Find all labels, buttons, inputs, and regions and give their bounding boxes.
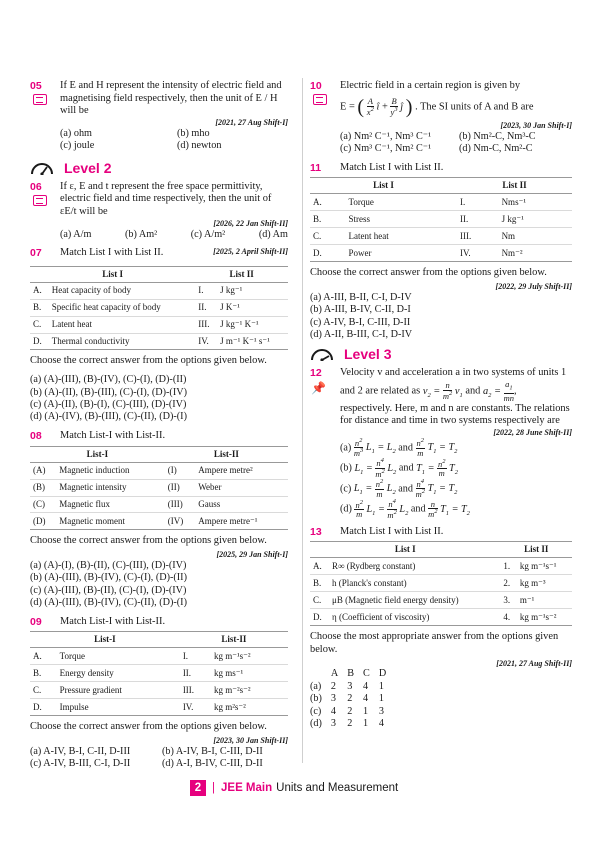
- cell: Latent heat: [49, 316, 195, 333]
- cell: Power: [346, 245, 457, 262]
- cell: B.: [310, 575, 329, 592]
- option[interactable]: (d) $\frac{n^2}{m}$ $L_1$ = $\frac{n^4}{m^2}$ $L_2$ and $\frac{n}{m^2}$ $T_1 = T_2$: [340, 498, 470, 520]
- question-11: [310, 162, 572, 175]
- cell: A: [330, 668, 339, 680]
- equation: E = ( $\frac{A}{x^2}$ î + $\frac{B}{y^3}$ ĵ ) . The SI units of A and B are: [340, 95, 534, 118]
- cell: III.: [457, 228, 499, 245]
- table-row: [30, 648, 288, 665]
- cell: 1: [378, 680, 384, 692]
- instruction-text: Choose the correct answer from the options given below.: [30, 721, 267, 733]
- option[interactable]: (c) (A)-(II), (B)-(I), (C)-(III), (D)-(IV): [30, 399, 187, 411]
- cell: 3: [378, 705, 384, 717]
- answer-row[interactable]: [310, 706, 395, 718]
- option[interactable]: (b) Am²: [124, 228, 158, 240]
- option[interactable]: (b) Nm²-C, Nm³-C: [459, 130, 536, 142]
- table-row: [310, 609, 572, 626]
- option[interactable]: (b) (A)-(II), (B)-(III), (C)-(I), (D)-(IV): [30, 386, 187, 398]
- question-text: Match List I with List II.: [60, 246, 164, 258]
- left-column: [30, 80, 288, 770]
- cell: (a): [310, 680, 322, 692]
- cell: Heat capacity of body: [49, 282, 195, 299]
- gauge-icon: [310, 347, 334, 361]
- match-table: [30, 631, 288, 716]
- match-table: [310, 177, 572, 262]
- question-text: Match List-I with List-II.: [60, 615, 166, 627]
- question-number: 09: [30, 615, 42, 628]
- cell: Specific heat capacity of body: [49, 299, 195, 316]
- right-column: [310, 80, 572, 731]
- option[interactable]: (b) A-III, B-IV, C-II, D-I: [310, 304, 411, 316]
- cell: C.: [30, 682, 57, 699]
- pin-icon: 📌: [311, 381, 326, 396]
- cell: Impulse: [57, 699, 180, 716]
- question-text: Match List I with List II.: [340, 161, 444, 173]
- option[interactable]: (d) Am: [258, 228, 288, 240]
- option-label: (c): [340, 483, 352, 495]
- table-row: [30, 665, 288, 682]
- question-12: 12 📌 Velocity v and acceleration a in two systems of units 1 and 2 are related as $v_2$ = $\frac{n}{m^2}$ $v_1$ and $a_2$ = $\frac{a_1}{mn}$ , respectively. Here, m and n are constants. The relations for distance and time in two systems respectively are [2022, 28 June Shift-II] (a) $\frac{n^2}{m^3}$ $L_1 = L_2$ and $\frac{n^2}{m}$ $T_1 = T_2$ (b) $L_1$ = $\frac{n^4}{m^2}$ $L_2$ and $T_1$ = $\frac{n^2}{m}$ $T_2$ (c) $L_1$ = $\frac{n^2}{m}$ $L_2$ and $\frac{n^4}{m^2}$ $T_1 = T_2$ (d) $\frac{n^2}{m}$ $L_1$ = $\frac{n^4}{m^2}$ $L_2$ and $\frac{n}{m^2}$ $T_1 = T_2$: [310, 367, 572, 520]
- cell: kg ms⁻¹: [211, 665, 288, 682]
- cell: Nm⁻²: [499, 245, 572, 262]
- exam-shift: [2022, 28 June Shift-II]: [493, 427, 572, 437]
- cell: (II): [165, 479, 196, 496]
- option[interactable]: (c) A/m²: [190, 228, 226, 240]
- exam-shift: [2023, 30 Jan Shift-II]: [213, 735, 288, 745]
- answer-row[interactable]: [310, 718, 395, 730]
- cell: 2: [347, 718, 353, 730]
- cell: III.: [180, 682, 211, 699]
- cell: B: [347, 668, 355, 680]
- question-05: [30, 80, 288, 153]
- exam-shift: [2021, 27 Aug Shift-II]: [496, 658, 572, 668]
- table-row: [310, 194, 572, 211]
- match-table: [30, 266, 288, 351]
- option[interactable]: (a) Nm² C⁻¹, Nm³ C⁻¹: [340, 130, 432, 142]
- equation-lhs: E =: [340, 101, 355, 113]
- question-text: Velocity v and acceleration a in two systems of units 1 and 2 are related as: [340, 367, 567, 397]
- answer-grid-header: [310, 668, 395, 680]
- table-row: [310, 228, 572, 245]
- option[interactable]: (d) newton: [177, 140, 222, 152]
- cell: kg m⁻¹s⁻²: [517, 609, 572, 626]
- cell: IV.: [457, 245, 499, 262]
- option[interactable]: (b) (A)-(III), (B)-(IV), (C)-(I), (D)-(II): [30, 572, 187, 584]
- cell: II.: [180, 665, 211, 682]
- table-row: [30, 699, 288, 716]
- question-text: Match List I with List II.: [340, 525, 444, 537]
- table-row: [30, 479, 288, 496]
- answer-options: [310, 292, 572, 342]
- cell: 3: [330, 693, 336, 705]
- cell: Torque: [346, 194, 457, 211]
- cell: II.: [457, 211, 499, 228]
- instruction-text: Choose the most appropriate answer from the options given below.: [310, 631, 559, 655]
- question-number: 10: [310, 80, 322, 92]
- cell: II.: [195, 299, 217, 316]
- options: [60, 229, 288, 241]
- question-10: [310, 80, 572, 156]
- option[interactable]: (a) ohm: [60, 127, 92, 139]
- cell: Weber: [195, 479, 288, 496]
- cell: J kg⁻¹ K⁻¹: [217, 316, 288, 333]
- column-header: List-II: [165, 446, 288, 462]
- cell: J kg⁻¹: [499, 211, 572, 228]
- option[interactable]: (a) A-III, B-II, C-I, D-IV: [310, 291, 412, 303]
- question-13: [310, 526, 572, 539]
- question-06: [30, 181, 288, 241]
- cell: A.: [30, 648, 57, 665]
- option[interactable]: (d) A-II, B-III, C-I, D-IV: [310, 328, 413, 340]
- table-row: [30, 282, 288, 299]
- page-footer: [190, 780, 398, 796]
- options: [30, 746, 288, 771]
- question-text: Electric field in a certain region is given by: [340, 80, 521, 91]
- answer-options: [30, 374, 288, 424]
- option[interactable]: (a) $\frac{n^2}{m^3}$ $L_1 = L_2$ and $\frac{n^2}{m}$ $T_1 = T_2$: [340, 436, 458, 459]
- cell: 4.: [500, 609, 516, 626]
- cell: I.: [195, 282, 217, 299]
- cell: Stress: [346, 211, 457, 228]
- cell: Thermal conductivity: [49, 333, 195, 350]
- cell: 3.: [500, 592, 516, 609]
- option[interactable]: (c) $L_1$ = $\frac{n^2}{m}$ $L_2$ and $\frac{n^4}{m^2}$ $T_1 = T_2$: [340, 477, 458, 500]
- option[interactable]: (c) A-IV, B-I, C-III, D-II: [310, 316, 411, 328]
- table-row: [30, 462, 288, 479]
- cell: C.: [310, 228, 346, 245]
- cell: μB (Magnetic field energy density): [329, 592, 500, 609]
- cell: 2: [347, 693, 353, 705]
- cell: Magnetic moment: [56, 513, 164, 530]
- column-header: List-I: [30, 632, 180, 648]
- options: [60, 128, 288, 153]
- table-row: [310, 245, 572, 262]
- option[interactable]: (c) joule: [60, 140, 95, 152]
- cell: Magnetic flux: [56, 496, 164, 513]
- cell: D.: [310, 609, 329, 626]
- cell: (d): [310, 718, 322, 730]
- cell: III.: [195, 316, 217, 333]
- table-row: [30, 496, 288, 513]
- cell: kg m⁻²s⁻²: [211, 682, 288, 699]
- cell: η (Coefficient of viscosity): [329, 609, 500, 626]
- table-row: [30, 682, 288, 699]
- option[interactable]: (a) A-IV, B-I, C-II, D-III: [30, 745, 131, 757]
- column-header: List I: [310, 178, 457, 194]
- cell: 1: [378, 693, 384, 705]
- cell: 3: [347, 680, 353, 692]
- option[interactable]: (a) (A)-(I), (B)-(II), (C)-(III), (D)-(IV): [30, 559, 187, 571]
- exam-shift: [2025, 2 April Shift-II]: [213, 246, 288, 256]
- option[interactable]: (c) Nm³ C⁻¹, Nm² C⁻¹: [340, 143, 432, 155]
- cell: Nm: [499, 228, 572, 245]
- cell: kg m⁻³: [517, 575, 572, 592]
- level-title: Level 3: [344, 346, 392, 363]
- question-number: 06: [30, 180, 42, 193]
- table-row: [30, 333, 288, 350]
- option-label: (d): [340, 503, 352, 515]
- cell: Gauss: [195, 496, 288, 513]
- cell: A.: [310, 558, 329, 575]
- question-text: If ε, E and t represent the free space permittivity, electric field and time respectively, then the unit of εE/t will be: [60, 180, 272, 218]
- options: [340, 131, 572, 156]
- book-icon: [313, 94, 327, 105]
- answer-options: [30, 560, 288, 610]
- cell: Ampere metre⁻¹: [195, 513, 288, 530]
- exam-shift: [2022, 29 July Shift-II]: [495, 281, 572, 291]
- cell: 4: [330, 705, 336, 717]
- column-header: List I: [310, 542, 500, 558]
- cell: h (Planck's constant): [329, 575, 500, 592]
- cell: R∞ (Rydberg constant): [329, 558, 500, 575]
- option[interactable]: (d) (A)-(IV), (B)-(III), (C)-(II), (D)-(I): [30, 411, 187, 423]
- option[interactable]: (b) $L_1$ = $\frac{n^4}{m^2}$ $L_2$ and $T_1$ = $\frac{n^2}{m}$ $T_2$: [340, 457, 458, 479]
- cell: Magnetic intensity: [56, 479, 164, 496]
- footer-chapter-title: Units and Measurement: [276, 781, 399, 794]
- cell: (III): [165, 496, 196, 513]
- cell: (C): [30, 496, 56, 513]
- cell: Nms⁻¹: [499, 194, 572, 211]
- question-number: 11: [310, 161, 322, 174]
- equation-suffix: . The SI units of A and B are: [415, 101, 534, 113]
- cell: 3: [330, 718, 336, 730]
- column-header: List II: [195, 266, 288, 282]
- cell: (A): [30, 462, 56, 479]
- cell: (IV): [165, 513, 196, 530]
- cell: kg m²s⁻²: [211, 699, 288, 716]
- cell: (D): [30, 513, 56, 530]
- cell: 2.: [500, 575, 516, 592]
- cell: (b): [310, 693, 322, 705]
- answer-row[interactable]: [310, 693, 395, 705]
- option[interactable]: (a) A/m: [60, 228, 92, 240]
- option[interactable]: (d) A-I, B-IV, C-III, D-II: [162, 758, 263, 770]
- option[interactable]: (b) A-IV, B-I, C-III, D-II: [162, 745, 263, 757]
- cell: kg m⁻¹s⁻¹: [517, 558, 572, 575]
- cell: (I): [165, 462, 196, 479]
- column-header: List II: [500, 542, 572, 558]
- cell: Torque: [57, 648, 180, 665]
- option[interactable]: (d) (A)-(III), (B)-(IV), (C)-(II), (D)-(I): [30, 597, 187, 609]
- table-row: [30, 513, 288, 530]
- question-text: If E and H represent the intensity of electric field and magnetising field respectively, then the unit of E / H will be: [60, 80, 282, 117]
- cell: Latent heat: [346, 228, 457, 245]
- table-row: [310, 211, 572, 228]
- question-08: [30, 430, 288, 443]
- book-icon: [33, 94, 47, 105]
- column-header: List I: [30, 266, 195, 282]
- instruction-text: Choose the correct answer from the options given below.: [30, 535, 267, 547]
- cell: m⁻¹: [517, 592, 572, 609]
- question-number: 05: [30, 80, 42, 92]
- exam-shift: [2021, 27 Aug Shift-I]: [215, 118, 288, 128]
- column-header: List II: [457, 178, 572, 194]
- cell: 4: [363, 680, 369, 692]
- question-number: 13: [310, 525, 322, 538]
- option-label: (b): [340, 462, 352, 474]
- cell: [310, 668, 331, 680]
- option[interactable]: (a) (A)-(III), (B)-(IV), (C)-(I), (D)-(II): [30, 374, 187, 386]
- question-text: Match List-I with List-II.: [60, 429, 166, 441]
- cell: 1: [363, 718, 369, 730]
- cell: 2: [347, 705, 353, 717]
- gauge-icon: [30, 161, 54, 175]
- cell: C.: [30, 316, 49, 333]
- cell: C.: [310, 592, 329, 609]
- cell: 1: [363, 705, 369, 717]
- instruction-text: Choose the correct answer from the options given below.: [30, 355, 267, 367]
- cell: IV.: [180, 699, 211, 716]
- cell: IV.: [195, 333, 217, 350]
- table-row: [310, 558, 572, 575]
- cell: B.: [310, 211, 346, 228]
- cell: J m⁻¹ K⁻¹ s⁻¹: [217, 333, 288, 350]
- level-3-heading: [310, 345, 572, 363]
- option-label: (a): [340, 442, 352, 454]
- options: [340, 438, 572, 520]
- cell: C: [363, 668, 370, 680]
- question-number: 08: [30, 429, 42, 442]
- level-title: Level 2: [64, 159, 112, 176]
- cell: J K⁻¹: [217, 299, 288, 316]
- cell: D.: [310, 245, 346, 262]
- cell: D: [378, 668, 387, 680]
- question-number: 12: [310, 367, 322, 380]
- column-header: List-II: [180, 632, 288, 648]
- cell: B.: [30, 299, 49, 316]
- option[interactable]: (c) (A)-(III), (B)-(II), (C)-(I), (D)-(IV): [30, 584, 187, 596]
- exam-shift: [2026, 22 Jan Shift-II]: [213, 218, 288, 228]
- cell: Pressure gradient: [57, 682, 180, 699]
- cell: (B): [30, 479, 56, 496]
- cell: A.: [30, 282, 49, 299]
- footer-brand: JEE Main: [221, 781, 273, 794]
- cell: I.: [180, 648, 211, 665]
- question-07: [30, 247, 288, 260]
- question-number: 07: [30, 246, 42, 259]
- page-number: 2: [190, 780, 206, 796]
- table-row: [30, 316, 288, 333]
- cell: 2: [330, 680, 336, 692]
- question-text-continued: respectively. Here, m and n are constants. The relations for distance and time in two systems respectively are: [340, 402, 570, 427]
- cell: I.: [457, 194, 499, 211]
- cell: (c): [310, 705, 322, 717]
- option[interactable]: (b) mho: [177, 127, 210, 139]
- match-table: [30, 446, 288, 531]
- cell: J kg⁻¹: [217, 282, 288, 299]
- cell: Energy density: [57, 665, 180, 682]
- exam-shift: [2023, 30 Jan Shift-I]: [500, 121, 572, 131]
- cell: 4: [363, 693, 369, 705]
- exam-shift: [2025, 29 Jan Shift-I]: [216, 550, 288, 560]
- instruction-text: Choose the correct answer from the options given below.: [310, 267, 547, 279]
- option[interactable]: (c) A-IV, B-III, C-I, D-II: [30, 758, 131, 770]
- table-row: [310, 592, 572, 609]
- footer-separator: |: [212, 781, 215, 794]
- column-divider: [302, 78, 303, 763]
- cell: Ampere metre²: [195, 462, 288, 479]
- cell: 4: [378, 718, 384, 730]
- cell: D.: [30, 333, 49, 350]
- cell: Magnetic induction: [56, 462, 164, 479]
- option[interactable]: (d) Nm-C, Nm²-C: [459, 143, 533, 155]
- cell: D.: [30, 699, 57, 716]
- answer-grid: [310, 668, 572, 730]
- book-icon: [33, 195, 47, 206]
- cell: B.: [30, 665, 57, 682]
- column-header: List-I: [30, 446, 165, 462]
- match-table: [310, 541, 572, 626]
- table-row: [30, 299, 288, 316]
- question-09: [30, 616, 288, 629]
- level-2-heading: [30, 159, 288, 177]
- table-row: [310, 575, 572, 592]
- cell: A.: [310, 194, 346, 211]
- cell: 1.: [500, 558, 516, 575]
- answer-row[interactable]: [310, 681, 395, 693]
- cell: kg m⁻¹s⁻²: [211, 648, 288, 665]
